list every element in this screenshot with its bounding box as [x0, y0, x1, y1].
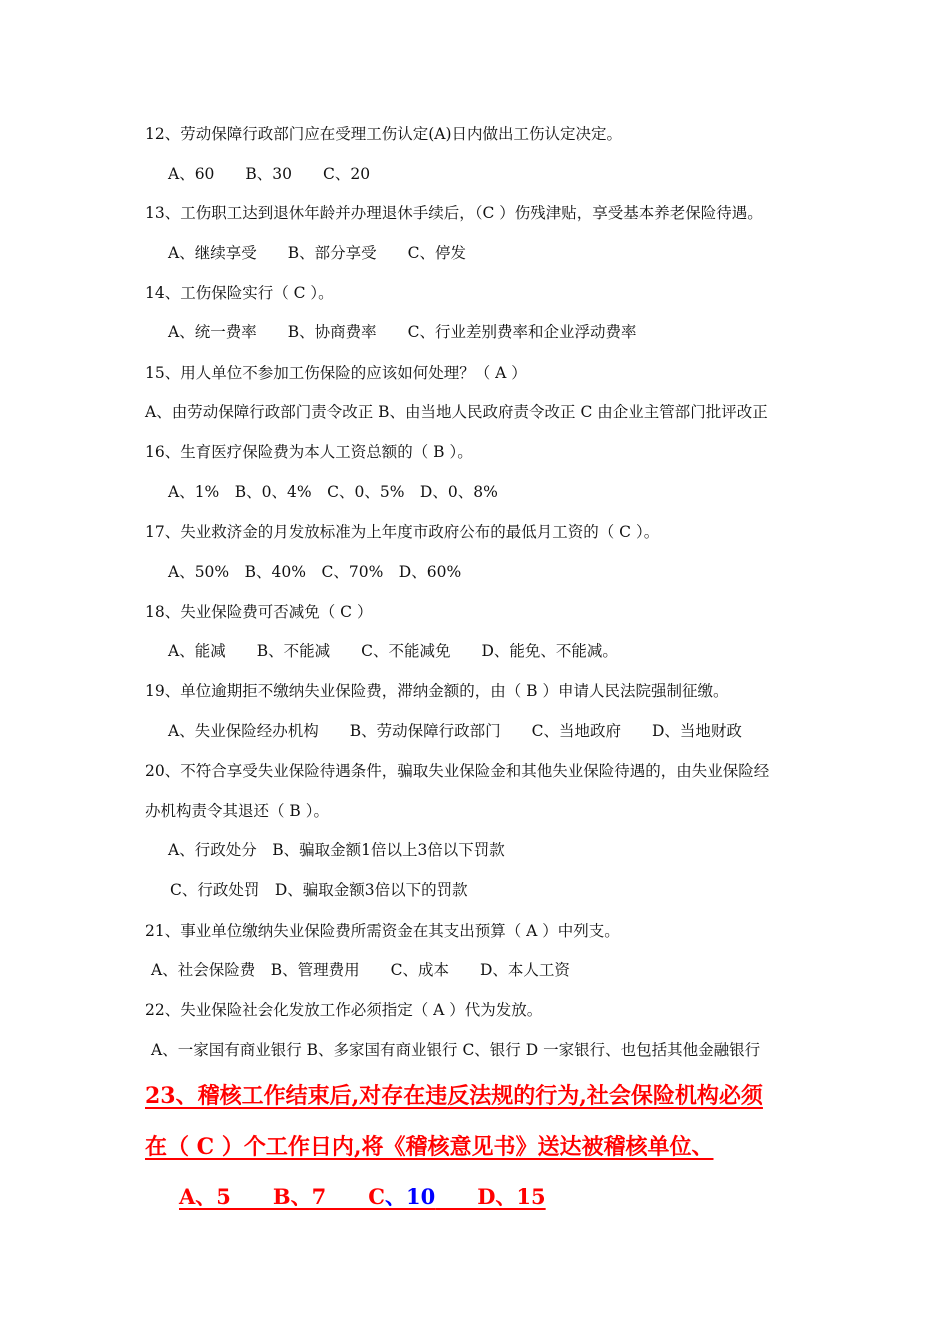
question-19: 19、单位逾期拒不缴纳失业保险费，滞纳金额的，由（ B ）申请人民法院强制征缴。	[145, 682, 729, 700]
options-23-suffix: D、15	[435, 1184, 546, 1209]
options-12: A、60 B、30 C、20	[168, 165, 371, 183]
options-23	[145, 1182, 546, 1212]
options-19: A、失业保险经办机构 B、劳动保障行政部门 C、当地政府 D、当地财政	[168, 722, 742, 740]
question-14: 14、工伤保险实行（ C ）。	[145, 284, 334, 302]
options-21: A、社会保险费 B、管理费用 C、成本 D、本人工资	[151, 961, 570, 979]
question-12: 12、劳动保障行政部门应在受理工伤认定(A)日内做出工伤认定决定。	[145, 125, 623, 143]
question-21: 21、事业单位缴纳失业保险费所需资金在其支出预算（ A ）中列支。	[145, 922, 620, 940]
options-20-line-2: C、行政处罚 D、骗取金额3倍以下的罚款	[170, 881, 468, 899]
question-22: 22、失业保险社会化发放工作必须指定（ A ）代为发放。	[145, 1001, 543, 1019]
options-23-highlight: 、10	[384, 1184, 436, 1209]
question-13: 13、工伤职工达到退休年龄并办理退休手续后，（C ）伤残津贴，享受基本养老保险待遇。	[145, 204, 763, 222]
options-13: A、继续享受 B、部分享受 C、停发	[168, 244, 466, 262]
question-18: 18、失业保险费可否减免（ C ）	[145, 603, 373, 621]
options-20-line-1: A、行政处分 B、骗取金额1倍以上3倍以下罚款	[168, 841, 505, 859]
question-20-line-1: 20、不符合享受失业保险待遇条件，骗取失业保险金和其他失业保险待遇的，由失业保险经	[145, 762, 770, 780]
question-16: 16、生育医疗保险费为本人工资总额的（ B ）。	[145, 443, 473, 461]
options-15: A、由劳动保障行政部门责令改正 B、由当地人民政府责令改正 C 由企业主管部门批评改正	[145, 403, 768, 421]
question-17: 17、失业救济金的月发放标准为上年度市政府公布的最低月工资的（ C ）。	[145, 523, 660, 541]
question-20-line-2: 办机构责令其退还（ B ）。	[145, 802, 329, 820]
options-22: A、一家国有商业银行 B、多家国有商业银行 C、银行 D 一家银行、也包括其他金融银行	[151, 1041, 761, 1059]
question-15: 15、用人单位不参加工伤保险的应该如何处理？（ A ）	[145, 364, 527, 382]
options-23-prefix: A、5 B、7 C	[179, 1184, 385, 1209]
options-14: A、统一费率 B、协商费率 C、行业差别费率和企业浮动费率	[168, 323, 637, 341]
question-23-line-2: 在（ C ）个工作日内,将《稽核意见书》送达被稽核单位、	[145, 1134, 714, 1160]
question-23-line-1: 23、稽核工作结束后,对存在违反法规的行为,社会保险机构必须	[145, 1083, 763, 1109]
options-16: A、1% B、0、4% C、0、5% D、0、8%	[168, 483, 498, 501]
options-17: A、50% B、40% C、70% D、60%	[168, 563, 462, 581]
options-18: A、能减 B、不能减 C、不能减免 D、能免、不能减。	[168, 642, 618, 660]
